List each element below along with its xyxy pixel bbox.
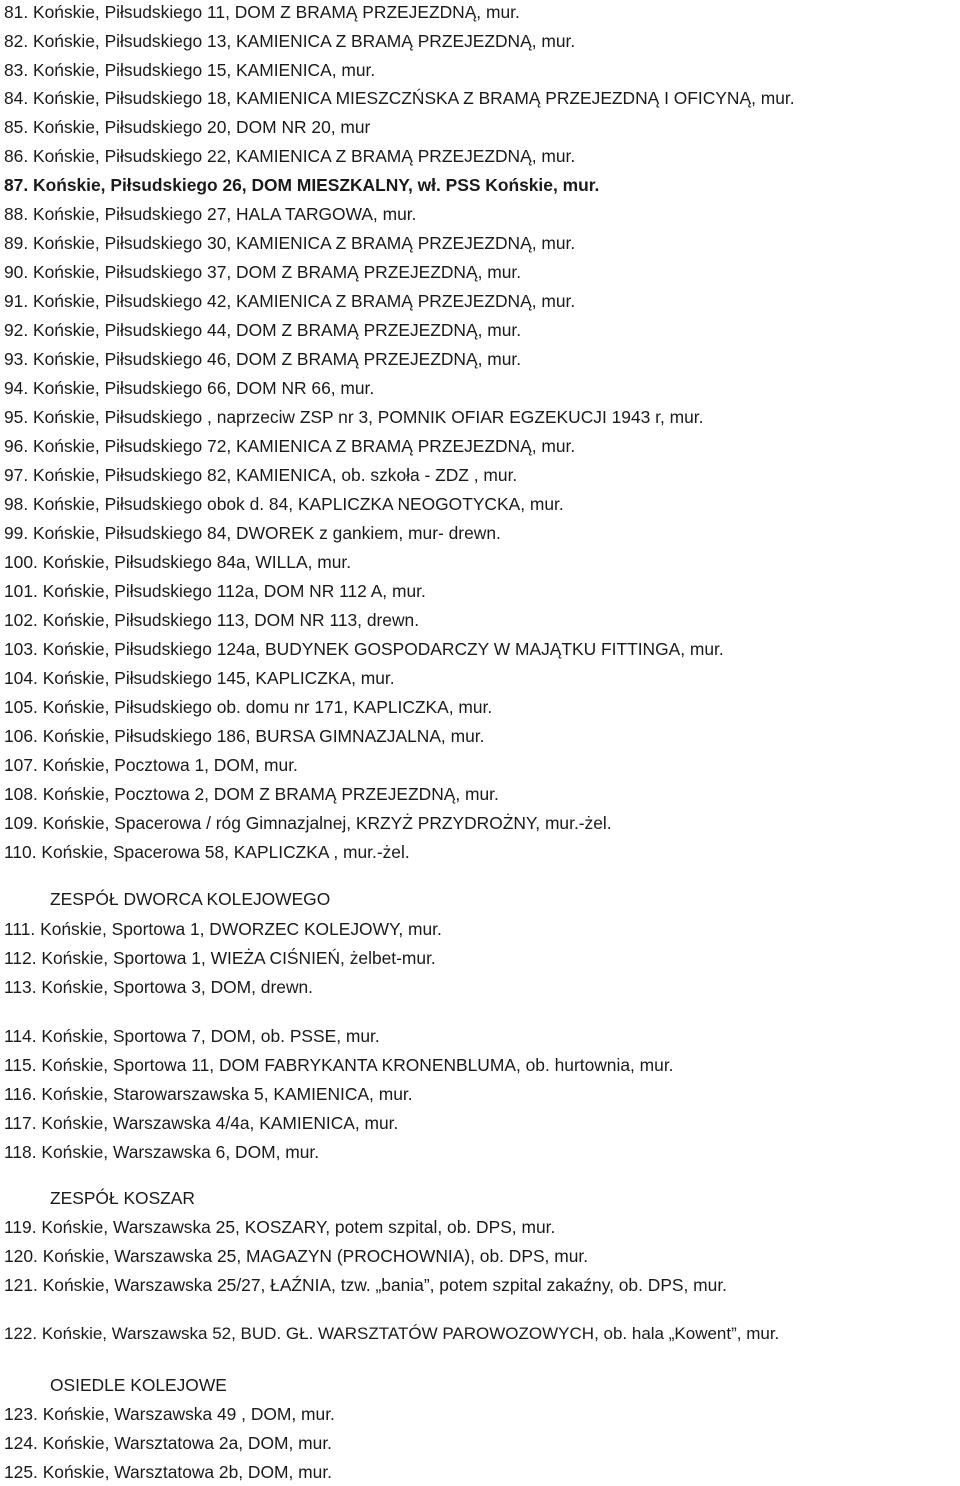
list-item: 102. Końskie, Piłsudskiego 113, DOM NR 113, drewn.: [4, 610, 420, 630]
list-item: 119. Końskie, Warszawska 25, KOSZARY, potem szpital, ob. DPS, mur.: [4, 1217, 556, 1237]
list-item: 90. Końskie, Piłsudskiego 37, DOM Z BRAMĄ PRZEJEZDNĄ, mur.: [4, 262, 522, 282]
list-item: 108. Końskie, Pocztowa 2, DOM Z BRAMĄ PRZEJEZDNĄ, mur.: [4, 784, 499, 804]
list-item: 98. Końskie, Piłsudskiego obok d. 84, KAPLICZKA NEOGOTYCKA, mur.: [4, 494, 564, 514]
list-item: 84. Końskie, Piłsudskiego 18, KAMIENICA MIESZCZŃSKA Z BRAMĄ PRZEJEZDNĄ I OFICYNĄ, mur.: [4, 88, 795, 108]
list-item: 122. Końskie, Warszawska 52, BUD. GŁ. WARSZTATÓW PAROWOZOWYCH, ob. hala „Kowent”, mur.: [4, 1324, 780, 1343]
list-item: 93. Końskie, Piłsudskiego 46, DOM Z BRAMĄ PRZEJEZDNĄ, mur.: [4, 349, 522, 369]
list-item-highlighted: 87. Końskie, Piłsudskiego 26, DOM MIESZKALNY, wł. PSS Końskie, mur.: [4, 175, 600, 195]
list-item: 99. Końskie, Piłsudskiego 84, DWOREK z gankiem, mur- drewn.: [4, 523, 501, 543]
list-item: 82. Końskie, Piłsudskiego 13, KAMIENICA Z BRAMĄ PRZEJEZDNĄ, mur.: [4, 31, 576, 51]
list-item: 95. Końskie, Piłsudskiego , naprzeciw ZSP nr 3, POMNIK OFIAR EGZEKUCJI 1943 r, mur.: [4, 407, 704, 427]
list-item: 114. Końskie, Sportowa 7, DOM, ob. PSSE, mur.: [4, 1026, 380, 1046]
section-heading-osiedle: OSIEDLE KOLEJOWE: [50, 1375, 227, 1395]
list-item: 111. Końskie, Sportowa 1, DWORZEC KOLEJOWY, mur.: [4, 919, 442, 939]
list-item: 120. Końskie, Warszawska 25, MAGAZYN (PROCHOWNIA), ob. DPS, mur.: [4, 1246, 589, 1266]
list-item: 113. Końskie, Sportowa 3, DOM, drewn.: [4, 977, 314, 997]
list-item: 106. Końskie, Piłsudskiego 186, BURSA GIMNAZJALNA, mur.: [4, 726, 485, 746]
list-item: 105. Końskie, Piłsudskiego ob. domu nr 171, KAPLICZKA, mur.: [4, 697, 493, 717]
section-heading-dworzec: ZESPÓŁ DWORCA KOLEJOWEGO: [50, 889, 331, 909]
list-item: 121. Końskie, Warszawska 25/27, ŁAŹNIA, tzw. „bania”, potem szpital zakaźny, ob. DPS, mur.: [4, 1275, 728, 1295]
list-item: 109. Końskie, Spacerowa / róg Gimnazjalnej, KRZYŻ PRZYDROŻNY, mur.-żel.: [4, 813, 612, 833]
list-item: 125. Końskie, Warsztatowa 2b, DOM, mur.: [4, 1462, 332, 1482]
list-item: 86. Końskie, Piłsudskiego 22, KAMIENICA Z BRAMĄ PRZEJEZDNĄ, mur.: [4, 146, 576, 166]
list-item: 123. Końskie, Warszawska 49 , DOM, mur.: [4, 1404, 335, 1424]
list-item: 94. Końskie, Piłsudskiego 66, DOM NR 66, mur.: [4, 378, 375, 398]
list-item: 118. Końskie, Warszawska 6, DOM, mur.: [4, 1142, 320, 1162]
list-item: 117. Końskie, Warszawska 4/4a, KAMIENICA, mur.: [4, 1113, 399, 1133]
section-heading-koszar: ZESPÓŁ KOSZAR: [50, 1188, 195, 1208]
list-item: 97. Końskie, Piłsudskiego 82, KAMIENICA, ob. szkoła - ZDZ , mur.: [4, 465, 518, 485]
list-item: 89. Końskie, Piłsudskiego 30, KAMIENICA Z BRAMĄ PRZEJEZDNĄ, mur.: [4, 233, 576, 253]
list-item: 92. Końskie, Piłsudskiego 44, DOM Z BRAMĄ PRZEJEZDNĄ, mur.: [4, 320, 522, 340]
list-item: 101. Końskie, Piłsudskiego 112a, DOM NR 112 A, mur.: [4, 581, 426, 601]
list-item: 116. Końskie, Starowarszawska 5, KAMIENICA, mur.: [4, 1084, 413, 1104]
list-item: 104. Końskie, Piłsudskiego 145, KAPLICZKA, mur.: [4, 668, 395, 688]
list-item: 103. Końskie, Piłsudskiego 124a, BUDYNEK GOSPODARCZY W MAJĄTKU FITTINGA, mur.: [4, 639, 724, 659]
list-item: 107. Końskie, Pocztowa 1, DOM, mur.: [4, 755, 298, 775]
list-item: 83. Końskie, Piłsudskiego 15, KAMIENICA, mur.: [4, 60, 376, 80]
list-item: 88. Końskie, Piłsudskiego 27, HALA TARGOWA, mur.: [4, 204, 417, 224]
list-item: 91. Końskie, Piłsudskiego 42, KAMIENICA Z BRAMĄ PRZEJEZDNĄ, mur.: [4, 291, 576, 311]
list-item: 124. Końskie, Warsztatowa 2a, DOM, mur.: [4, 1433, 332, 1453]
list-item: 110. Końskie, Spacerowa 58, KAPLICZKA , mur.-żel.: [4, 842, 410, 862]
list-item: 85. Końskie, Piłsudskiego 20, DOM NR 20, mur: [4, 117, 371, 137]
list-item: 112. Końskie, Sportowa 1, WIEŻA CIŚNIEŃ, żelbet-mur.: [4, 948, 436, 968]
list-item: 96. Końskie, Piłsudskiego 72, KAMIENICA Z BRAMĄ PRZEJEZDNĄ, mur.: [4, 436, 576, 456]
list-item: 115. Końskie, Sportowa 11, DOM FABRYKANTA KRONENBLUMA, ob. hurtownia, mur.: [4, 1055, 674, 1075]
list-item: 100. Końskie, Piłsudskiego 84a, WILLA, mur.: [4, 552, 352, 572]
list-item: 81. Końskie, Piłsudskiego 11, DOM Z BRAMĄ PRZEJEZDNĄ, mur.: [4, 2, 520, 22]
